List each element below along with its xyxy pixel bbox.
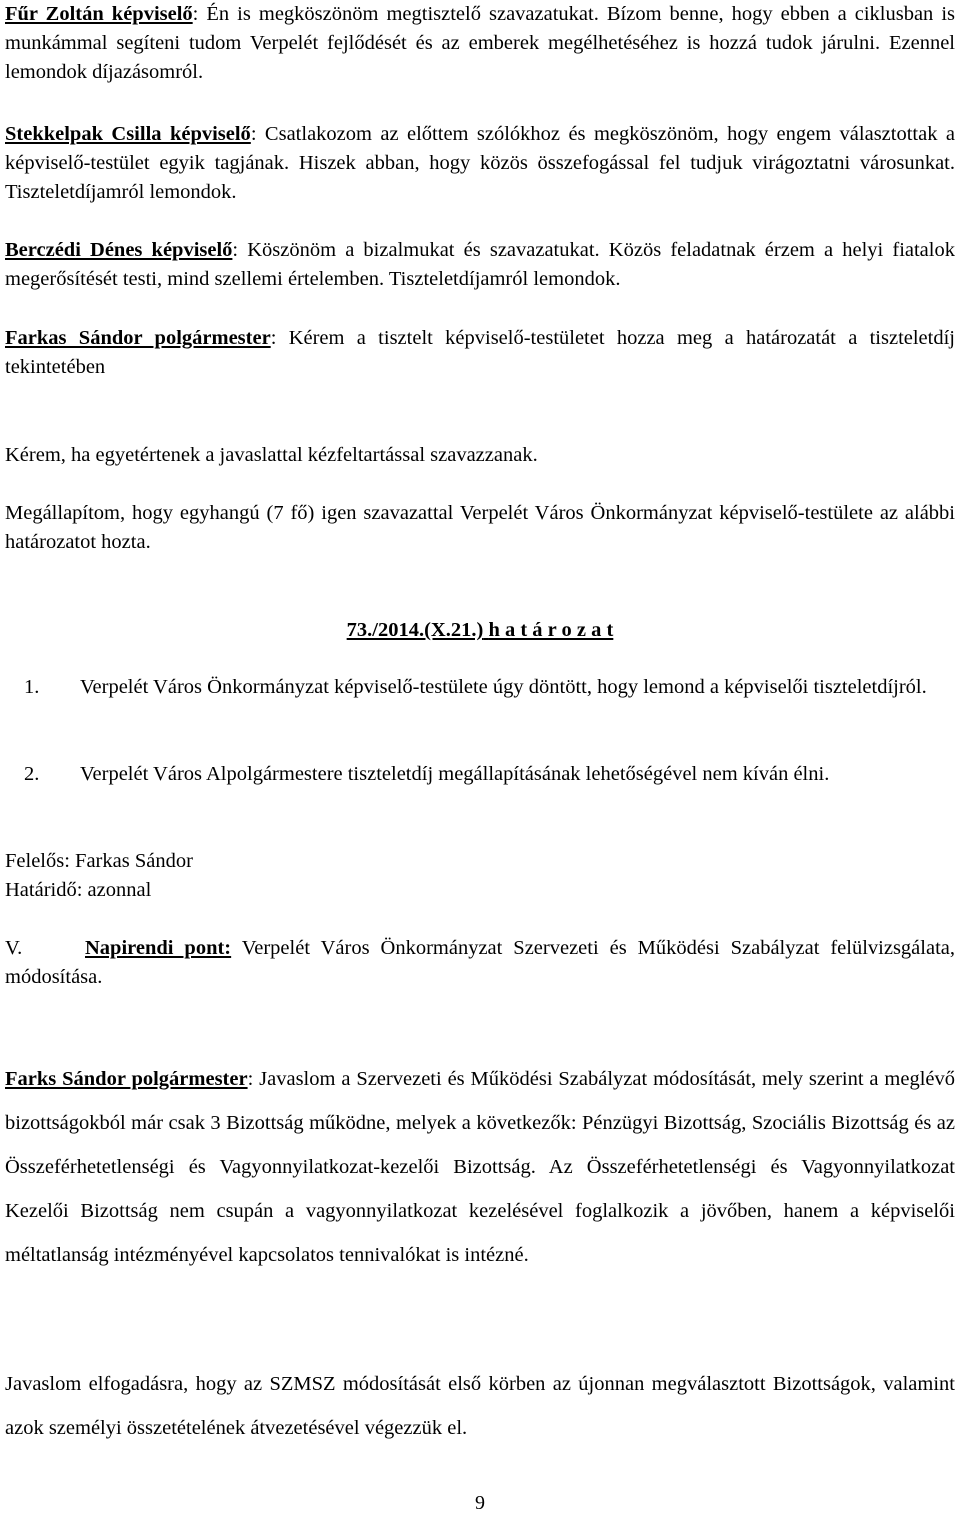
speaker-name: Berczédi Dénes képviselő — [5, 239, 233, 261]
paragraph-stekkelpak-csilla — [5, 120, 955, 207]
paragraph-text: : Csatlakozom az előttem szólókhoz és megköszönöm, hogy engem választottak a képviselő-testület egyik tagjának. Hiszek abban, hogy közös összefogással fel tudjuk virágoztatni városunkat. Tiszteletdíjamról lemondok. — [5, 123, 955, 203]
speaker-name: Farks Sándor polgármester — [5, 1068, 248, 1090]
resolution-item: Verpelét Város Önkormányzat képviselő-testülete úgy döntött, hogy lemond a képviselői tiszteletdíjról. — [80, 676, 927, 698]
deadline: Határidő: azonnal — [5, 879, 152, 901]
resolution-item-number: 1. — [24, 676, 40, 698]
agenda-roman-numeral: V. — [5, 937, 23, 959]
paragraph-berczedi-denes — [5, 236, 955, 294]
resolution-item-number: 2. — [24, 763, 40, 785]
responsible-person: Felelős: Farkas Sándor — [5, 850, 193, 872]
resolution-item: Verpelét Város Alpolgármestere tiszteletdíj megállapításának lehetőségével nem kíván élni. — [80, 763, 830, 785]
vote-result: Megállapítom, hogy egyhangú (7 fő) igen szavazattal Verpelét Város Önkormányzat képviselő-testülete az alábbi határozatot hozta. — [5, 502, 955, 553]
paragraph-text: : Én is megköszönöm megtisztelő szavazatukat. Bízom benne, hogy ebben a ciklusban is munkámmal segíteni tudom Verpelét fejlődését és az emberek megélhetéséhez is hozzá tudok járulni. Ezennel lemondok díjazásomról. — [5, 3, 955, 83]
paragraph-text: : Kérem a tisztelt képviselő-testületet hozza meg a határozatát a tiszteletdíj tekintetében — [5, 327, 955, 378]
resolution-number: 73./2014.(X.21.) — [346, 619, 484, 641]
paragraph-text: : Javaslom a Szervezeti és Működési Szabályzat módosítását, mely szerint a meglévő bizottságokból már csak 3 Bizottság működne, melyek a következők: Pénzügyi Bizottság, Szociális Bizottság és az Összeférhetetlenségi és Vagyonnyilatkozat-kezelői Bizottság. Az Összeférhetetlenségi és Vagyonnyilatkozat Kezelői Bizottság nem csupán a vagyonnyilatkozat kezelésével foglalkozik a jövőben, hanem a képviselői méltatlanság intézményével kapcsolatos tennivalókat is intézné. — [5, 1068, 955, 1266]
paragraph-text: : Köszönöm a bizalmukat és szavazatukat. Közös feladatnak érzem a helyi fiatalok megerősítését testi, mind szellemi értelemben. Tiszteletdíjamról lemondok. — [5, 239, 955, 290]
agenda-item — [5, 934, 955, 992]
resolution-heading — [0, 616, 960, 645]
paragraph-farkas-sandor — [5, 324, 955, 382]
paragraph-fur-zoltan — [5, 0, 955, 87]
agenda-label: Napirendi pont: — [85, 937, 232, 959]
speaker-name: Farkas Sándor polgármester — [5, 327, 271, 349]
page-number: 9 — [475, 1492, 485, 1514]
paragraph-closing: Javaslom elfogadásra, hogy az SZMSZ módosítását első körben az újonnan megválasztott Bizottságok, valamint azok személyi összetételének átvezetésével végezzük el. — [5, 1373, 955, 1439]
agenda-text: Verpelét Város Önkormányzat Szervezeti és Működési Szabályzat felülvizsgálata, módosítása. — [5, 937, 955, 988]
resolution-title: h a t á r o z a t — [488, 619, 614, 641]
paragraph-proposal — [5, 1057, 955, 1277]
vote-request: Kérem, ha egyetértenek a javaslattal kézfeltartással szavazzanak. — [5, 444, 538, 466]
speaker-name: Fűr Zoltán képviselő — [5, 3, 193, 25]
speaker-name: Stekkelpak Csilla képviselő — [5, 123, 251, 145]
